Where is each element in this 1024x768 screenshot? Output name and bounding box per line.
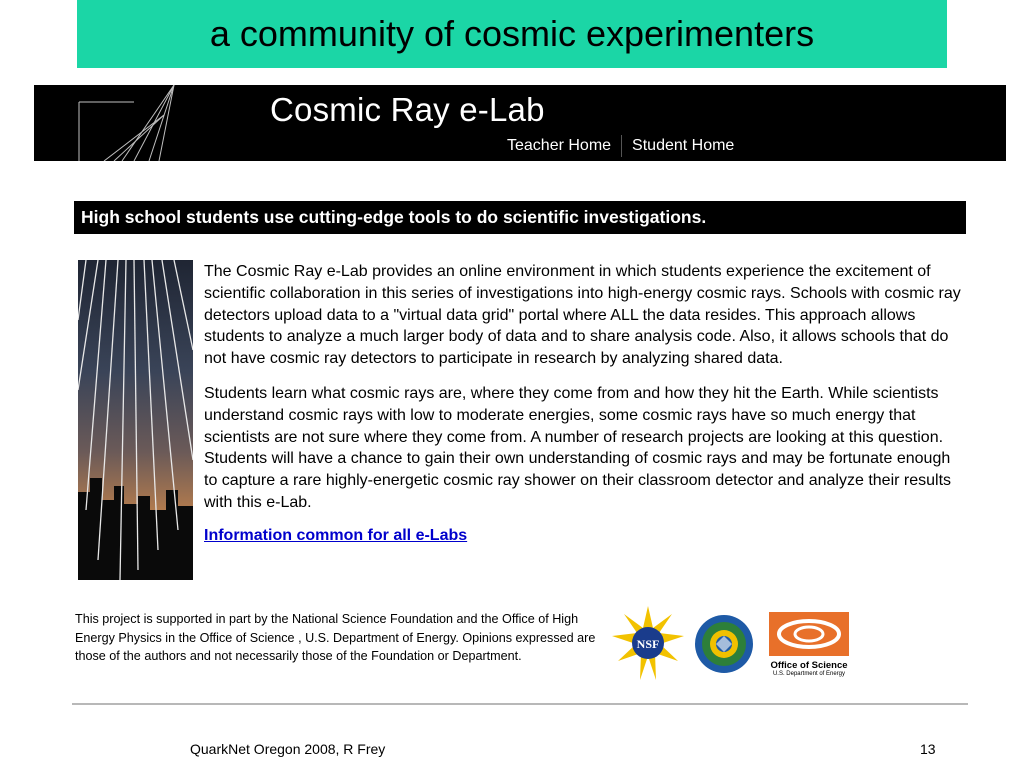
nav-teacher-home[interactable]: Teacher Home bbox=[507, 137, 612, 154]
office-of-science-logo[interactable] bbox=[765, 610, 853, 682]
description bbox=[204, 261, 966, 545]
slide-title bbox=[77, 0, 947, 68]
elab-header bbox=[34, 85, 1006, 161]
slide-title-text: a community of cosmic experimenters bbox=[209, 13, 815, 54]
footer-divider bbox=[72, 703, 968, 705]
nsf-logo-text: NSF bbox=[636, 637, 660, 651]
description-paragraph-2: Students learn what cosmic rays are, where they come from and how they hit the Earth. While scientists understand cosmic rays with low to moderate energies, some cosmic rays have so much energy that scientists are not sure where they come from. A number of research projects are looking at this question. Students will have a chance to gain their own understanding of cosmic rays and may be fortunate enough to capture a rare highly-energetic cosmic ray shower on their classroom detector and analyze their results with this e-Lab. bbox=[204, 384, 952, 511]
elab-logo[interactable]: Cosmic Ray e-Lab bbox=[270, 91, 545, 128]
description-paragraph-1: The Cosmic Ray e-Lab provides an online environment in which students experience the excitement of scientific collaboration in this series of investigations into high-energy cosmic rays. Schools with cosmic ray detectors upload data to a "virtual data grid" portal where ALL the data resides. This approach allows students to analyze a much larger body of data and to share analysis code. Also, it allows schools that do not have cosmic ray detectors to participate in research by analyzing shared data. bbox=[204, 263, 961, 368]
office-of-science-mark-icon bbox=[765, 610, 853, 658]
office-of-science-sublabel: U.S. Department of Energy bbox=[772, 671, 846, 677]
footer-credit: QuarkNet Oregon 2008, R Frey bbox=[190, 741, 386, 757]
cosmic-shower-lines-icon bbox=[74, 85, 204, 161]
page-number: 13 bbox=[920, 741, 936, 757]
tagline-bar bbox=[74, 201, 966, 234]
doe-seal-logo[interactable] bbox=[694, 614, 754, 674]
nav-separator bbox=[621, 135, 622, 157]
support-text: This project is supported in part by the National Science Foundation and the Office of High Energy Physics in the Office of Science , U.S. Department of Energy. Opinions expressed are those of the authors and not necessarily those of the Foundation or Department. bbox=[75, 612, 596, 663]
office-of-science-label: Office of Science bbox=[770, 660, 848, 671]
elab-nav bbox=[507, 135, 734, 157]
info-common-link[interactable]: Information common for all e-Labs bbox=[204, 526, 468, 544]
nsf-logo[interactable] bbox=[612, 606, 684, 680]
tagline-text: High school students use cutting-edge tools to do scientific investigations. bbox=[81, 207, 707, 227]
city-skyline-cosmic-rays-image bbox=[78, 260, 193, 580]
nav-student-home[interactable]: Student Home bbox=[632, 137, 735, 154]
